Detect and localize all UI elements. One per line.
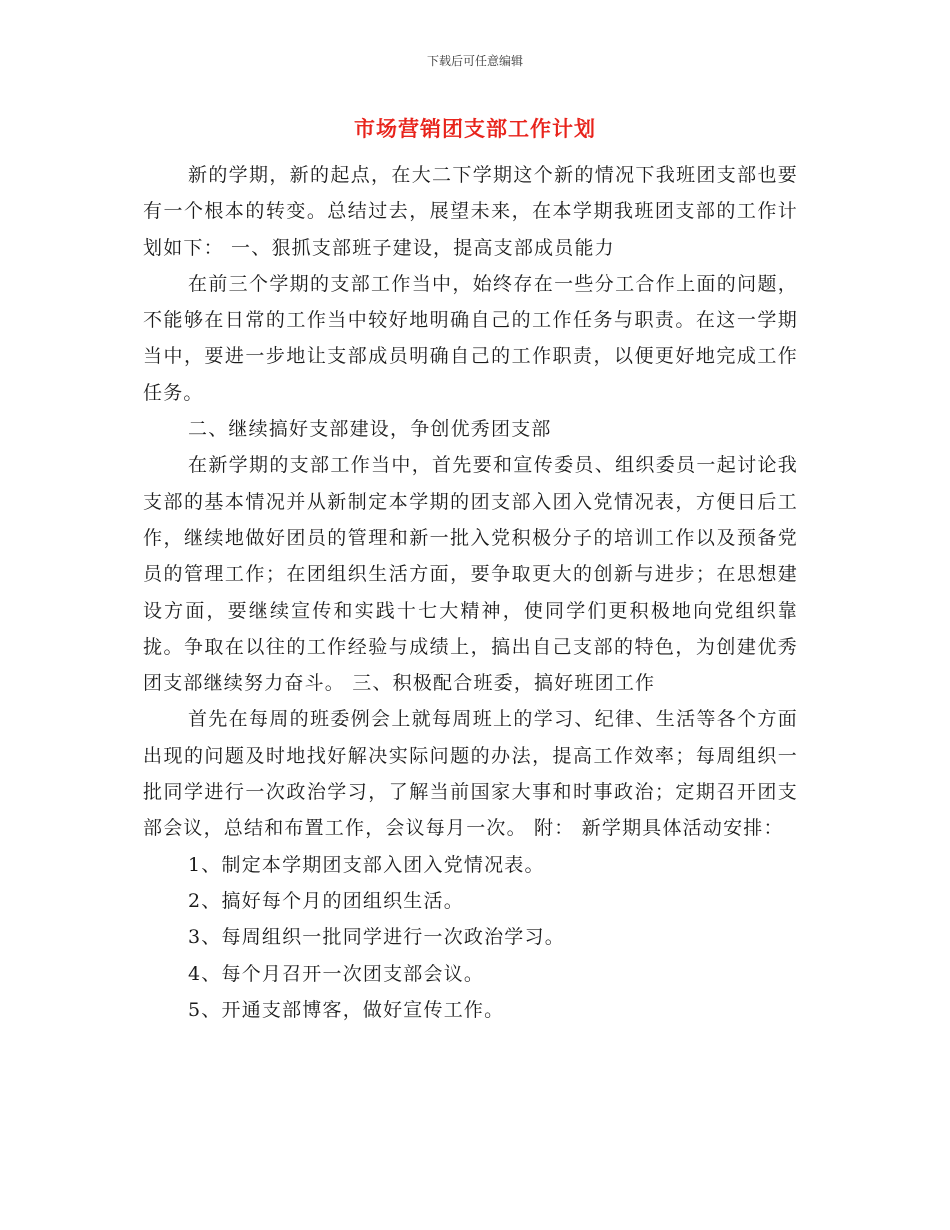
activity-item-5: 5、开通支部博客，做好宣传工作。 [188, 998, 505, 1021]
activity-list [143, 847, 798, 1028]
activity-item-4: 4、每个月召开一次团支部会议。 [188, 962, 485, 985]
activity-item-2: 2、搞好每个月的团组织生活。 [188, 889, 464, 912]
page-header-note: 下载后可任意编辑 [426, 54, 523, 68]
activity-item-1: 1、制定本学期团支部入团入党情况表。 [188, 853, 545, 876]
paragraph-class-cooperation: 首先在每周的班委例会上就每周班上的学习、纪律、生活等各个方面出现的问题及时地找好解决实际问题的办法，提高工作效率；每周组织一批同学进行一次政治学习，了解当前国家大事和时事政治；定期召开团支部会议，总结和布置工作，会议每月一次。 附： 新学期具体活动安排： [143, 708, 798, 840]
paragraph-branch-construction: 在新学期的支部工作当中，首先要和宣传委员、组织委员一起讨论我支部的基本情况并从新制定本学期的团支部入团入党情况表，方便日后工作，继续地做好团员的管理和新一批入党积极分子的培训工作以及预备党员的管理工作；在团组织生活方面，要争取更大的创新与进步；在思想建设方面，要继续宣传和实践十七大精神，使同学们更积极地向党组织靠拢。争取在以往的工作经验与成绩上，搞出自己支部的特色，为创建优秀团支部继续努力奋斗。 三、积极配合班委，搞好班团工作 [143, 454, 798, 695]
document-title: 市场营销团支部工作计划 [354, 116, 596, 141]
activity-item-3: 3、每周组织一批同学进行一次政治学习。 [188, 926, 565, 949]
intro-paragraph: 新的学期，新的起点，在大二下学期这个新的情况下我班团支部也要有一个根本的转变。总结过去，展望未来，在本学期我班团支部的工作计划如下： 一、狠抓支部班子建设，提高支部成员能力 [143, 164, 798, 259]
document-body [143, 157, 798, 1028]
section-heading-2: 二、继续搞好支部建设，争创优秀团支部 [188, 418, 552, 441]
paragraph-team-building: 在前三个学期的支部工作当中，始终存在一些分工合作上面的问题，不能够在日常的工作当中较好地明确自己的工作任务与职责。在这一学期当中，要进一步地让支部成员明确自己的工作职责，以便更好地完成工作任务。 [143, 272, 798, 404]
